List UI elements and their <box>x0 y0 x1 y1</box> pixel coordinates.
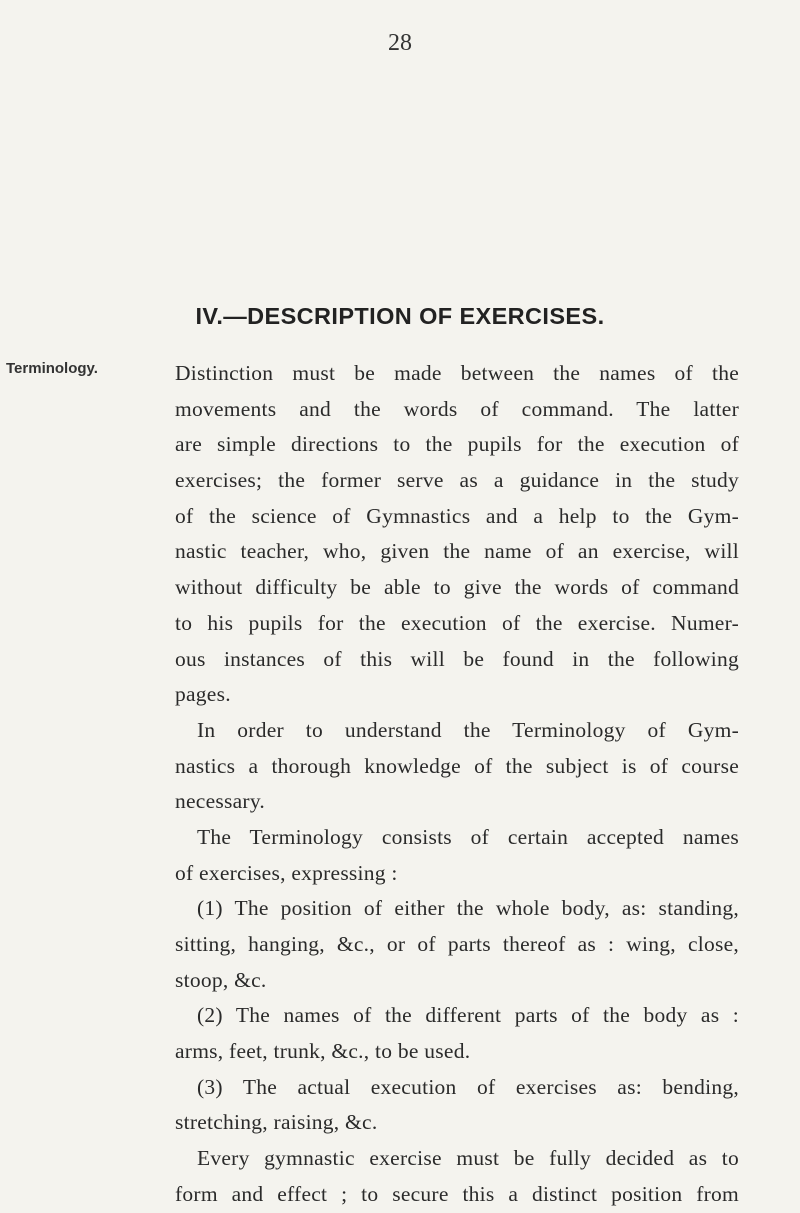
text-line: stretching, raising, &c. <box>175 1110 378 1135</box>
text-line: movements and the words of command. The latter <box>175 396 739 421</box>
text-line: to his pupils for the execution of the exercise. Numer- <box>175 610 739 635</box>
text-line: (2) The names of the different parts of the body as : <box>197 1003 739 1028</box>
text-line: nastic teacher, who, given the name of an exercise, will <box>175 539 739 564</box>
page-number: 28 <box>388 30 412 56</box>
text-line: are simple directions to the pupils for the execution of <box>175 432 739 457</box>
text-line: stoop, &c. <box>175 967 267 992</box>
body-text <box>175 356 739 1213</box>
text-line: exercises; the former serve as a guidance in the study <box>175 468 739 493</box>
text-line: necessary. <box>175 789 266 814</box>
text-line: ous instances of this will be found in the following <box>175 646 739 671</box>
text-line: arms, feet, trunk, &c., to be used. <box>175 1039 471 1064</box>
margin-note: Terminology. <box>6 360 98 377</box>
text-line: (1) The position of either the whole body, as: standing, <box>197 896 739 921</box>
text-line: form and effect ; to secure this a distinct position from <box>175 1181 739 1206</box>
text-line: In order to understand the Terminology of Gym- <box>197 717 739 742</box>
text-line: The Terminology consists of certain accepted names <box>197 824 739 849</box>
text-line: nastics a thorough knowledge of the subject is of course <box>175 753 739 778</box>
text-line: of the science of Gymnastics and a help to the Gym- <box>175 503 739 528</box>
text-line: of exercises, expressing : <box>175 860 398 885</box>
section-title: IV.—DESCRIPTION OF EXERCISES. <box>195 303 605 329</box>
text-line: Every gymnastic exercise must be fully decided as to <box>197 1146 739 1171</box>
text-line: (3) The actual execution of exercises as: bending, <box>197 1074 739 1099</box>
text-line: sitting, hanging, &c., or of parts thereof as : wing, close, <box>175 932 739 956</box>
text-line: without difficulty be able to give the words of command <box>175 575 739 600</box>
text-line: Distinction must be made between the names of the <box>175 361 739 385</box>
text-line: pages. <box>175 682 231 707</box>
